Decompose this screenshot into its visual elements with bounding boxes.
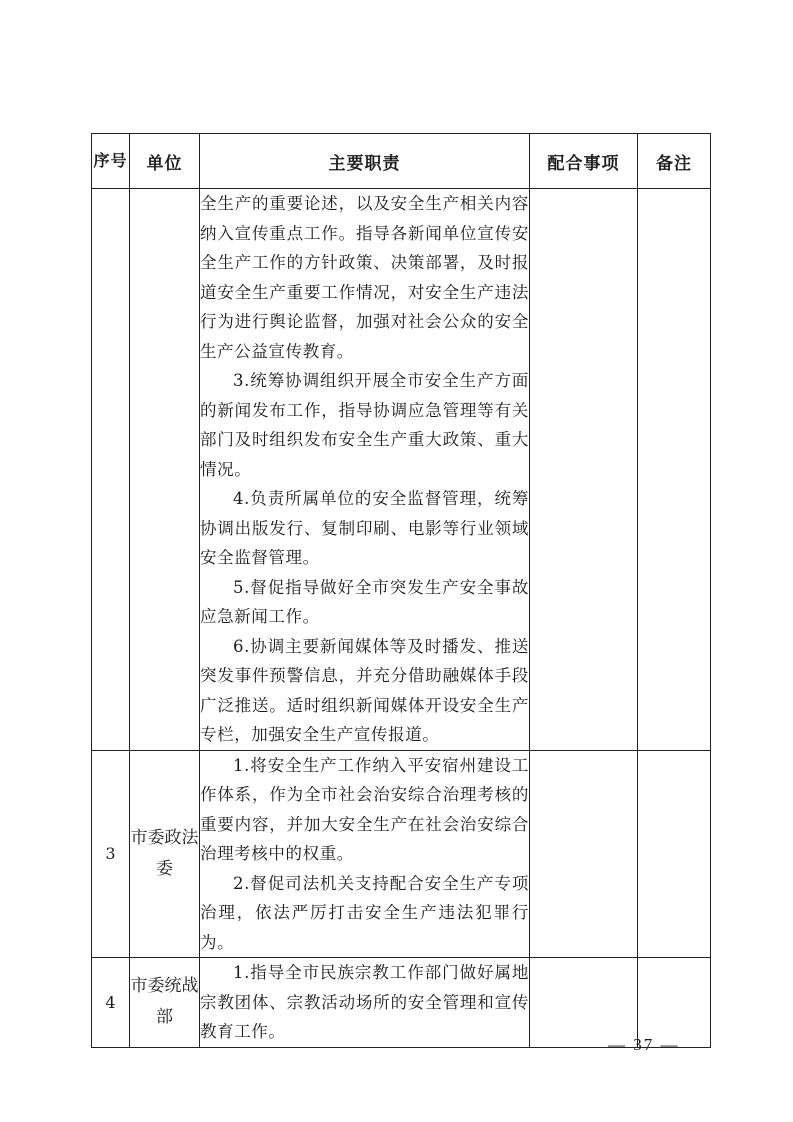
row-remarks — [638, 750, 711, 958]
table-row — [92, 189, 711, 751]
duty-paragraph: 全生产的重要论述，以及安全生产相关内容纳入宣传重点工作。指导各新闻单位宣传安全生产工作的方针政策、决策部署，及时报道安全生产重要工作情况，对安全生产违法行为进行舆论监督，加强对社会公众的安全生产公益宣传教育。 — [200, 194, 529, 361]
row-seq: 3 — [92, 750, 130, 958]
duty-paragraph: 2.督促司法机关支持配合安全生产专项治理，依法严厉打击安全生产违法犯罪行为。 — [200, 873, 529, 952]
header-seq: 序号 — [92, 134, 130, 189]
row-duties — [200, 958, 530, 1048]
table-row — [92, 750, 711, 958]
row-seq: 4 — [92, 958, 130, 1048]
header-remarks: 备注 — [638, 134, 711, 189]
duty-paragraph: 5.督促指导做好全市突发生产安全事故应急新闻工作。 — [200, 577, 529, 626]
row-remarks — [638, 189, 711, 751]
row-unit: 市委政法委 — [130, 750, 200, 958]
duty-paragraph: 3.统筹协调组织开展全市安全生产方面的新闻发布工作，指导协调应急管理等有关部门及时组织发布安全生产重大政策、重大情况。 — [200, 371, 529, 479]
header-unit: 单位 — [130, 134, 200, 189]
header-duties: 主要职责 — [200, 134, 530, 189]
duty-table — [91, 133, 711, 1048]
row-unit — [130, 189, 200, 751]
duty-paragraph: 4.负责所属单位的安全监督管理，统筹协调出版发行、复制印刷、电影等行业领域安全监督管理。 — [200, 489, 529, 567]
row-duties — [200, 750, 530, 958]
row-remarks — [638, 958, 711, 1048]
duty-paragraph: 6.协调主要新闻媒体等及时播发、推送突发事件预警信息，并充分借助融媒体手段广泛推送。适时组织新闻媒体开设安全生产专栏，加强安全生产宣传报道。 — [200, 636, 529, 744]
row-coordination — [530, 958, 638, 1048]
row-coordination — [530, 750, 638, 958]
row-seq — [92, 189, 130, 751]
duty-paragraph: 1.将安全生产工作纳入平安宿州建设工作体系，作为全市社会治安综合治理考核的重要内容，并加大安全生产在社会治安综合治理考核中的权重。 — [200, 755, 529, 863]
table-header-row — [92, 134, 711, 189]
header-coordination: 配合事项 — [530, 134, 638, 189]
page-number: — 37 — — [608, 1035, 680, 1054]
table-row — [92, 958, 711, 1048]
row-coordination — [530, 189, 638, 751]
row-unit: 市委统战部 — [130, 958, 200, 1048]
duty-paragraph: 1.指导全市民族宗教工作部门做好属地宗教团体、宗教活动场所的安全管理和宣传教育工作。 — [200, 963, 529, 1041]
row-duties — [200, 189, 530, 751]
